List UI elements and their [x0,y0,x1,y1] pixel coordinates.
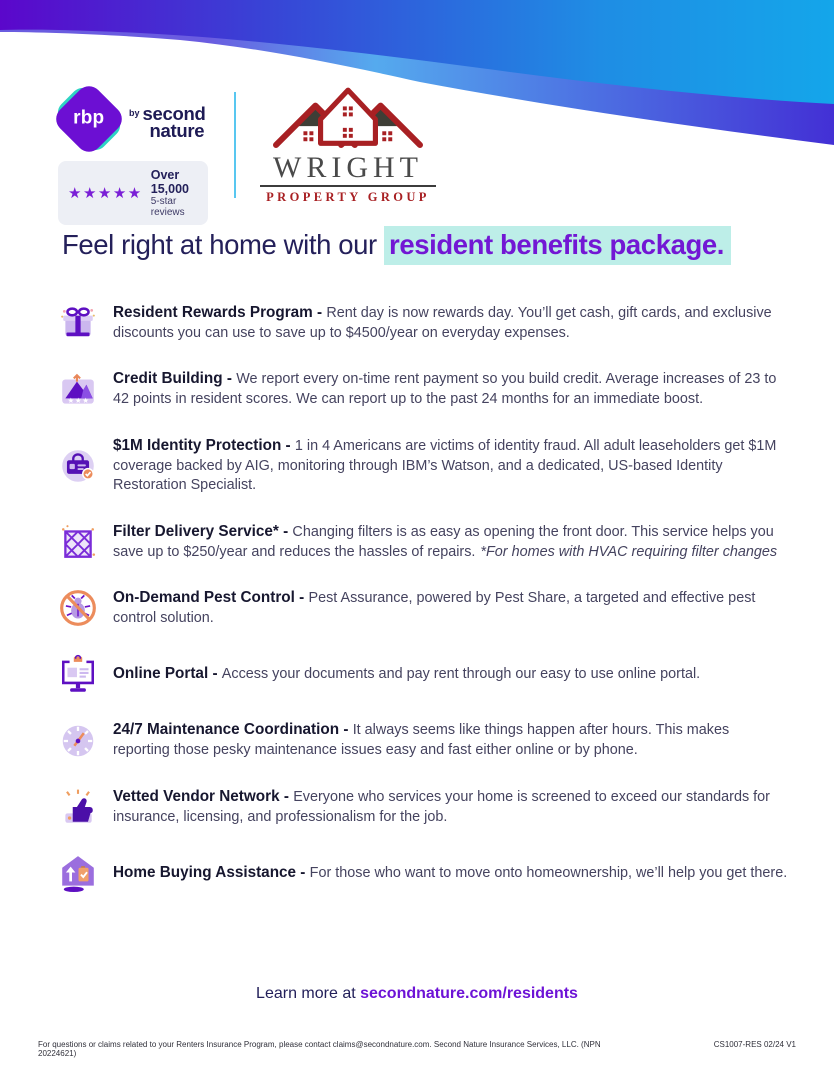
benefit-description: Rent day is now rewards day. You’ll get cash, gift cards, and exclusive discounts you can use to save up to $4500/year on everyday expenses. [113,305,772,341]
clock-icon [58,721,98,761]
learn-more-link[interactable]: secondnature.com/residents [360,985,578,1002]
thumbs-up-icon [58,787,98,827]
benefit-title: Resident Rewards Program - [113,304,327,321]
rbp-logo [58,88,120,150]
gift-icon [58,303,98,343]
brand-row [58,88,438,225]
benefit-item [58,303,788,343]
benefit-note: *For homes with HVAC requiring filter changes [480,543,778,560]
second-nature-wordmark [129,102,206,141]
benefit-description: 1 in 4 Americans are victims of identity fraud. All adult leaseholders get $1M coverage backed by AIG, monitoring through IBM’s Watson, and a dedicated, US-based Identity Restoration Specialist. [113,437,777,494]
brand-divider [234,92,236,198]
benefit-title: On-Demand Pest Control - [113,589,309,607]
review-count: Over 15,000 [150,168,189,196]
benefit-title: Filter Delivery Service* - [113,522,293,540]
benefit-item [58,369,788,409]
rbp-logo-text: rbp [73,108,105,129]
benefit-description: It always seems like things happen after hours. This makes reporting those pesky maintenance issues easy and fast either online or by phone. [113,722,730,759]
five-stars-icon: ★★★★★ [68,185,143,202]
id-card-icon [58,446,98,486]
benefit-item [58,720,788,760]
svg-text:★: ★ [74,395,82,405]
brand-word-second: second [142,102,206,124]
benefit-description: Everyone who services your home is screened to exceed our standards for insurance, licensing, and professionalism for the job. [113,788,770,825]
house-check-icon [58,853,98,893]
page-title [62,229,731,261]
benefit-description: We report every on-time rent payment so you build credit. Average increases of 23 to 42 points in resident scores. We can report up to the past 24 months for an immediate boost. [113,371,777,408]
benefit-item [58,588,788,628]
review-badge [58,161,208,225]
learn-more-line [0,985,834,1003]
headline-prefix: Feel right at home with our [62,229,385,260]
headline-highlight: resident benefits package. [384,226,731,265]
review-caption: 5-star reviews [150,196,185,218]
benefit-title: 24/7 Maintenance Coordination - [113,721,353,739]
benefit-title: Vetted Vendor Network - [113,787,294,805]
benefit-description: Access your documents and pay rent through our easy to use online portal. [221,666,701,683]
benefit-description: For those who want to move onto homeownership, we’ll help you get there. [309,864,788,881]
rbp-logo-purple-diamond [51,81,127,157]
partner-logo [258,85,438,205]
rbp-brand-block [58,88,208,225]
brand-word-nature: nature [149,120,205,141]
benefits-list [58,303,788,893]
svg-text:★: ★ [67,395,75,405]
benefit-title: Home Buying Assistance - [113,863,310,881]
partner-logo-rule [260,185,436,187]
learn-more-prefix: Learn more at [256,985,361,1002]
benefit-description: Changing filters is as easy as opening the front door. This service helps you save up to $250/year and reduces the hassles of repairs. [113,523,774,560]
benefit-item [58,853,788,893]
partner-name: WRIGHT [273,151,423,184]
filter-icon [58,522,98,562]
partner-subtitle: PROPERTY GROUP [266,189,430,204]
benefit-item [58,436,788,496]
fine-print [38,1040,796,1058]
benefit-item [58,522,788,562]
benefit-item [58,654,788,694]
benefit-item [58,787,788,827]
by-label: by [129,107,140,118]
benefit-title: $1M Identity Protection - [113,436,295,454]
document-code: CS1007-RES 02/24 V1 [713,1040,796,1049]
insurance-disclaimer: For questions or claims related to your Renters Insurance Program, please contact claims@secondnature.com. Second Nature Insurance Services, LLC. (NPN 20224621) [38,1040,601,1058]
roofline-icon [262,85,434,157]
benefit-title: Online Portal - [113,665,222,683]
monitor-icon [58,654,98,694]
credit-badge-icon [58,370,98,410]
benefit-title: Credit Building - [113,370,237,388]
svg-text:★: ★ [82,395,89,405]
benefit-description: Pest Assurance, powered by Pest Share, a targeted and effective pest control solution. [113,590,756,626]
no-pest-icon [58,588,98,628]
